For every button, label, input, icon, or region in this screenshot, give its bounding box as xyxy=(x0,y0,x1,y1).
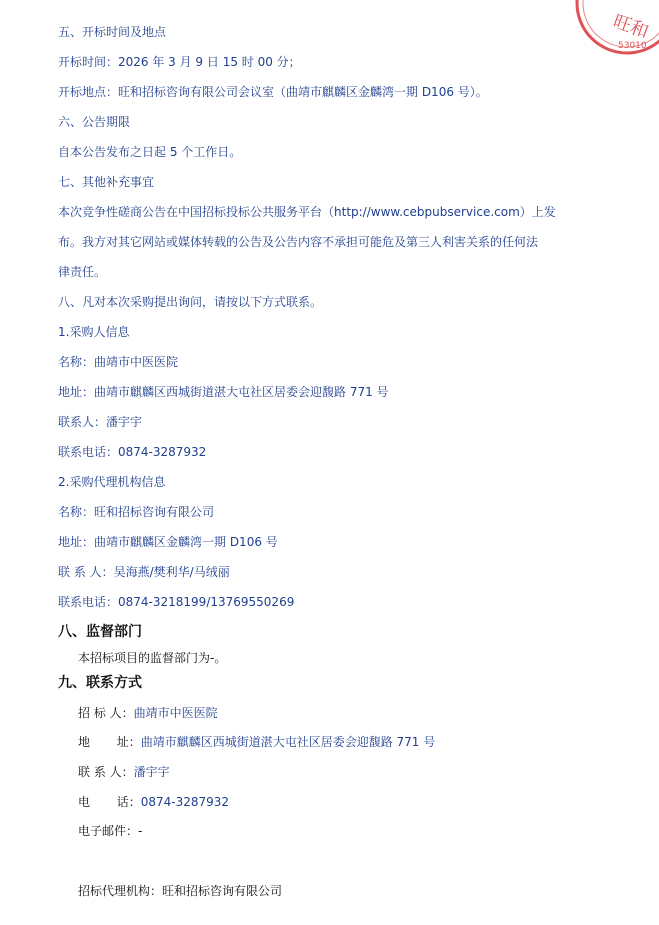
contact-value: 潘宇宇 xyxy=(133,765,170,779)
agency-value: 旺和招标咨询有限公司 xyxy=(162,884,283,898)
supervision-text: 本招标项目的监督部门为-。 xyxy=(78,651,227,665)
agency-phone: 联系电话：0874-3218199/13769550269 xyxy=(58,595,295,609)
section5-heading: 五、开标时间及地点 xyxy=(58,25,167,39)
phone-label: 电 话： xyxy=(78,795,141,809)
opening-place: 开标地点：旺和招标咨询有限公司会议室（曲靖市麒麟区金麟湾一期 D106 号）。 xyxy=(58,85,488,99)
supervision-heading: 八、监督部门 xyxy=(58,624,142,640)
purchaser-contact: 联系人：潘宇宇 xyxy=(58,415,143,429)
agency-contact: 联 系 人：吴海燕/樊利华/马绒丽 xyxy=(58,565,230,579)
email-row xyxy=(78,823,142,839)
tenderer-value: 曲靖市中医医院 xyxy=(133,706,218,720)
tenderer-label: 招 标 人： xyxy=(78,706,134,720)
company-seal xyxy=(572,0,659,58)
contact-label: 联 系 人： xyxy=(78,765,134,779)
address-value: 曲靖市麒麟区西城街道湛大屯社区居委会迎馥路 771 号 xyxy=(140,735,436,749)
supplement-line-3: 律责任。 xyxy=(58,265,107,279)
address-row xyxy=(78,734,435,750)
announcement-period: 自本公告发布之日起 5 个工作日。 xyxy=(58,145,242,159)
seal-text: 旺和 xyxy=(610,10,652,44)
phone-row xyxy=(78,794,229,810)
seal-code: 53010 xyxy=(618,41,647,51)
section7-heading: 七、其他补充事宜 xyxy=(58,175,155,189)
agency-title: 2.采购代理机构信息 xyxy=(58,475,166,489)
purchaser-name: 名称：曲靖市中医医院 xyxy=(58,355,179,369)
opening-time: 开标时间：2026 年 3 月 9 日 15 时 00 分； xyxy=(58,55,301,69)
agency-address: 地址：曲靖市麒麟区金麟湾一期 D106 号 xyxy=(58,535,278,549)
supplement-line-1: 本次竞争性磋商公告在中国招标投标公共服务平台（http://www.cebpubservice.com）上发 xyxy=(58,205,556,219)
purchaser-title: 1.采购人信息 xyxy=(58,325,130,339)
agency-name: 名称：旺和招标咨询有限公司 xyxy=(58,505,215,519)
address-label: 地 址： xyxy=(78,735,141,749)
tenderer-row xyxy=(78,705,218,721)
phone-value: 0874-3287932 xyxy=(140,795,230,809)
purchaser-phone: 联系电话：0874-3287932 xyxy=(58,445,207,459)
email-value: - xyxy=(138,824,143,838)
contacts-heading: 九、联系方式 xyxy=(58,675,142,691)
contact-row xyxy=(78,764,170,780)
agency-label: 招标代理机构： xyxy=(78,884,163,898)
purchaser-address: 地址：曲靖市麒麟区西城街道湛大屯社区居委会迎馥路 771 号 xyxy=(58,385,389,399)
agency-row xyxy=(78,883,282,899)
section6-heading: 六、公告期限 xyxy=(58,115,131,129)
section8-heading: 八、凡对本次采购提出询问，请按以下方式联系。 xyxy=(58,295,323,309)
email-label: 电子邮件： xyxy=(78,824,139,838)
supplement-line-2: 布。我方对其它网站或媒体转载的公告及公告内容不承担可能危及第三人利害关系的任何法 xyxy=(58,235,539,249)
